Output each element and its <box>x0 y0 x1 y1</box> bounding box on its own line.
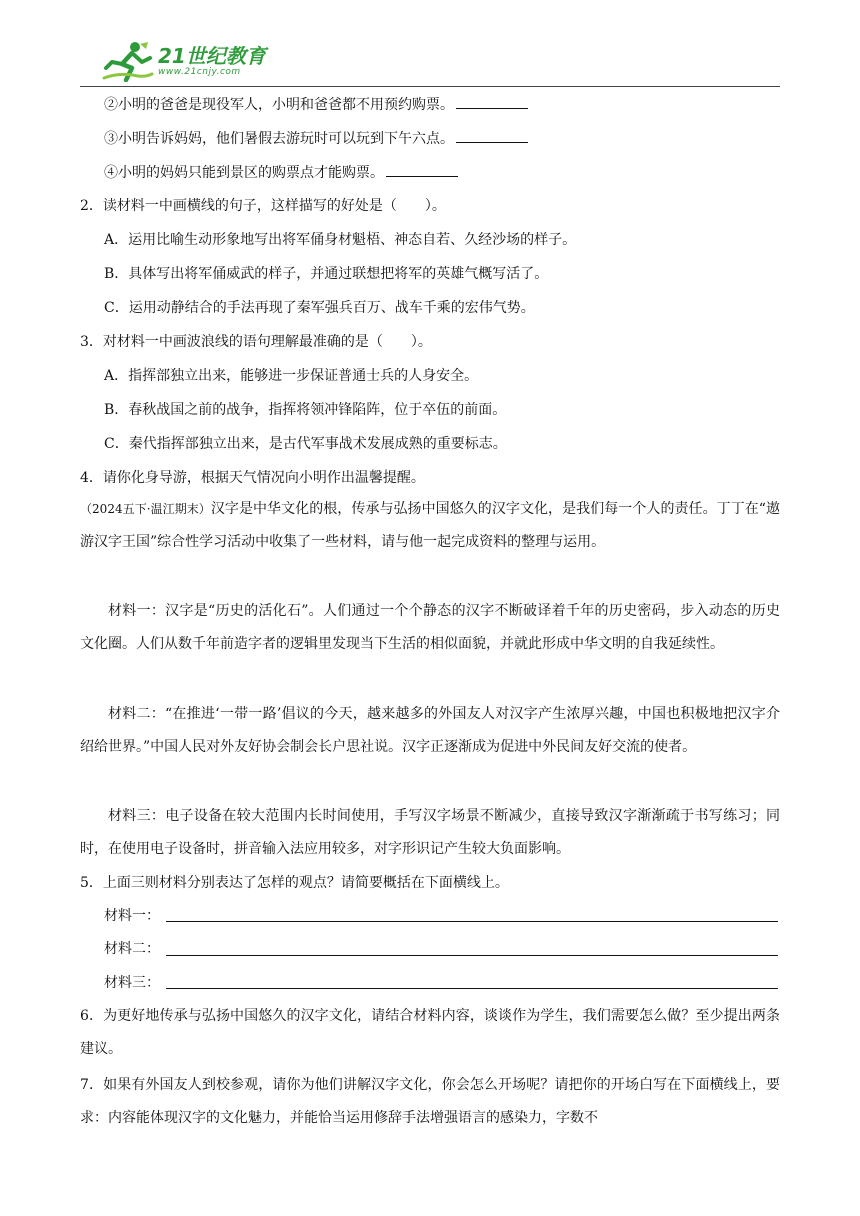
material-2: 材料二：“在推进‘一带一路’倡议的今天，越来越多的外国友人对汉字产生浓厚兴趣，中国也积极地把汉字介绍给世界。”中国人民对外友好协会制会长户思社说。汉字正逐渐成为促进中外民间友好交流的使者。 <box>80 706 780 755</box>
q5-label-2: 材料二： <box>104 941 160 957</box>
q2-option-c[interactable]: C．运用动静结合的手法再现了秦军强兵百万、战车千乘的宏伟气势。 <box>104 300 535 316</box>
runner-logo-icon <box>102 40 154 82</box>
question-3: 3．对材料一中画波浪线的语句理解最准确的是（ ）。 <box>80 334 432 350</box>
q5-label-1: 材料一： <box>104 908 160 924</box>
intro-paragraph <box>80 493 780 559</box>
answer-blank[interactable] <box>456 94 528 109</box>
question-6: 6．为更好地传承与弘扬中国悠久的汉字文化，请结合材料内容，谈谈作为学生，我们需要怎么做？至少提出两条建议。 <box>80 1008 780 1057</box>
q1-item-4 <box>104 162 458 183</box>
intro-text: 汉字是中华文化的根，传承与弘扬中国悠久的汉字文化，是我们每一个人的责任。丁丁在“遨游汉字王国”综合性学习活动中收集了一些材料，请与他一起完成资料的整理与运用。 <box>80 501 781 550</box>
logo-url: www.21cnjy.com <box>158 66 241 77</box>
material-1: 材料一：汉字是“历史的活化石”。人们通过一个个静态的汉字不断破译着千年的历史密码，步入动态的历史文化圈。人们从数千年前造字者的逻辑里发现当下生活的相似面貌，并就此形成中华文明的自我延续性。 <box>80 603 780 652</box>
source-tag: （2024五下·温江期末） <box>80 502 211 516</box>
q1-item-3 <box>104 128 528 149</box>
question-2: 2．读材料一中画横线的句子，这样描写的好处是（ ）。 <box>80 198 446 214</box>
page-header <box>80 36 780 88</box>
q3-option-a[interactable]: A．指挥部独立出来，能够进一步保证普通士兵的人身安全。 <box>104 368 479 384</box>
q2-option-b[interactable]: B．具体写出将军俑威武的样子，并通过联想把将军的英雄气概写活了。 <box>104 266 549 282</box>
q1-item-4-text: ④小明的妈妈只能到景区的购票点才能购票。 <box>104 165 384 181</box>
q1-item-2-text: ②小明的爸爸是现役军人，小明和爸爸都不用预约购票。 <box>104 97 454 113</box>
header-divider <box>80 86 780 87</box>
q3-option-b[interactable]: B．春秋战国之前的战争，指挥将领冲锋陷阵，位于卒伍的前面。 <box>104 402 507 418</box>
q3-option-c[interactable]: C．秦代指挥部独立出来，是古代军事战术发展成熟的重要标志。 <box>104 436 507 452</box>
q5-label-3: 材料三： <box>104 975 160 991</box>
q5-answer-line-3[interactable] <box>166 988 778 989</box>
q2-option-a[interactable]: A．运用比喻生动形象地写出将军俑身材魁梧、神态自若、久经沙场的样子。 <box>104 232 577 248</box>
question-5: 5．上面三则材料分别表达了怎样的观点？请简要概括在下面横线上。 <box>80 875 509 891</box>
material-3: 材料三：电子设备在较大范围内长时间使用，手写汉字场景不断减少，直接导致汉字渐渐疏于书写练习；同时，在使用电子设备时，拼音输入法应用较多，对字形识记产生较大负面影响。 <box>80 808 780 857</box>
question-4: 4．请你化身导游，根据天气情况向小明作出温馨提醒。 <box>80 470 425 486</box>
answer-blank[interactable] <box>386 162 458 177</box>
logo-text: 21世纪教育 <box>158 43 266 68</box>
q1-item-2 <box>104 94 528 115</box>
logo <box>102 40 266 82</box>
q1-item-3-text: ③小明告诉妈妈，他们暑假去游玩时可以玩到下午六点。 <box>104 131 454 147</box>
answer-blank[interactable] <box>456 128 528 143</box>
q5-answer-line-1[interactable] <box>166 921 778 922</box>
q5-answer-line-2[interactable] <box>166 955 778 956</box>
question-7: 7．如果有外国友人到校参观，请你为他们讲解汉字文化，你会怎么开场呢？请把你的开场白写在下面横线上，要求：内容能体现汉字的文化魅力，并能恰当运用修辞手法增强语言的感染力，字数不 <box>80 1077 780 1126</box>
